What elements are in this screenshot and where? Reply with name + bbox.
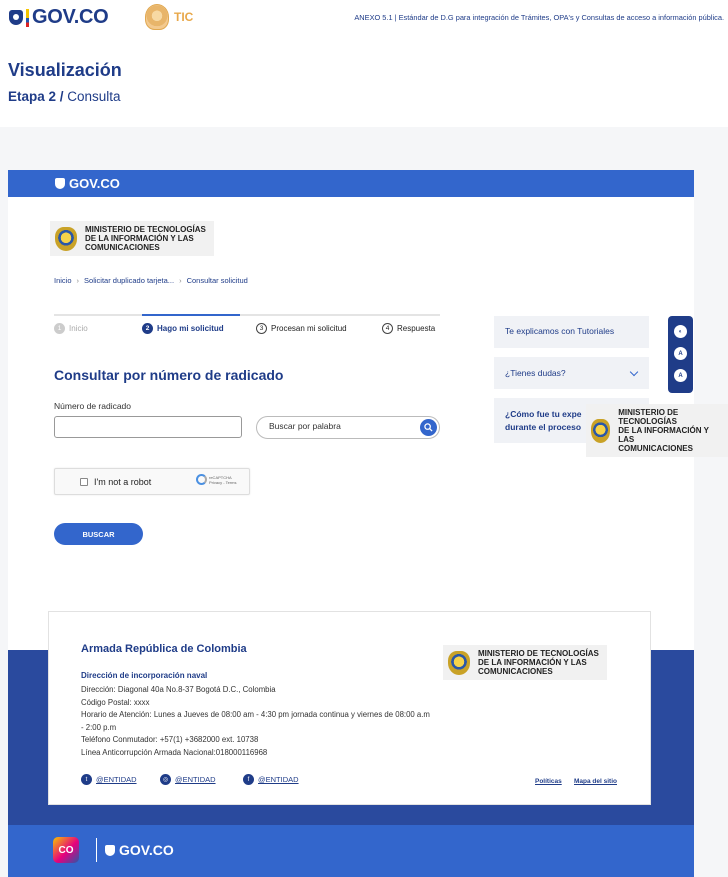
radicado-label: Número de radicado [54,401,132,411]
recaptcha-checkbox[interactable] [80,478,88,486]
topbar-govco-text: GOV.CO [69,176,120,191]
breadcrumb-separator-icon: › [179,276,182,285]
search-box[interactable] [256,416,440,439]
twitter-icon: t [81,774,92,785]
form-title: Consultar por número de radicado [54,367,284,383]
ministry-line-3: COMUNICACIONES [478,667,553,676]
footer-hours: Horario de Atención: Lunes a Jueves de 08:00 am - 4:30 pm jornada continua y viernes de 08:00 a.m - 2:00 p.m [81,710,430,732]
tic-logo-text: TIC [174,10,194,24]
ministry-line-1: MINISTERIO DE TECNOLOGÍAS [478,649,599,658]
recaptcha-logo [196,474,236,485]
section-title: Visualización [8,60,122,80]
ministry-line-2: DE LA INFORMACIÓN Y LAS [85,234,194,243]
step-respuesta[interactable] [382,323,435,334]
govco-bottom-bar [8,825,694,877]
policies-link[interactable]: Políticas [535,778,562,785]
coat-of-arms-icon [591,419,610,443]
decrease-font-button[interactable]: A [674,347,687,360]
stage-label [8,89,121,104]
footer-contact-info [81,684,431,760]
shield-icon [9,10,23,25]
step-label: Inicio [69,324,88,333]
instagram-icon: ◎ [160,774,171,785]
sitemap-link[interactable]: Mapa del sitio [574,778,617,785]
social-handle: @ENTIDAD [258,775,299,784]
accessibility-bar [668,316,693,393]
recaptcha-icon [196,474,207,485]
footer-anticorruption-line: Línea Anticorrupción Armada Nacional:018000116968 [81,747,268,757]
contrast-button[interactable]: ◐ [674,325,687,338]
step-hago-mi-solicitud[interactable] [142,323,224,334]
social-twitter[interactable] [81,774,137,785]
step-procesan[interactable] [256,323,347,334]
radicado-input[interactable] [54,416,242,438]
increase-font-button[interactable]: A [674,369,687,382]
recaptcha-brand: reCAPTCHA [209,474,232,480]
progress-steps [54,314,440,336]
social-instagram[interactable] [160,774,216,785]
shield-icon [105,845,115,856]
facebook-icon: f [243,774,254,785]
step-inicio[interactable] [54,323,88,334]
ministry-line-3: COMUNICACIONES [618,444,693,453]
footer-postal-code: Código Postal: xxxx [81,697,150,707]
recaptcha-widget [54,468,250,495]
ministry-line-1: MINISTERIO DE TECNOLOGÍAS [618,408,679,426]
footer-ministry-logo[interactable] [443,645,607,680]
doubts-label: ¿Tienes dudas? [505,368,566,378]
flag-stripe [26,9,29,27]
footer-subtitle: Dirección de incorporación naval [81,671,208,680]
ministry-logo-overlay [586,404,728,457]
govco-logo-text: GOV.CO [32,6,109,28]
step-number: 1 [54,323,65,334]
divider [96,838,97,862]
shield-icon [55,178,65,189]
experience-line-1: ¿Cómo fue tu expe [505,409,582,419]
govco-top-bar [8,170,694,197]
footer-address: Dirección: Diagonal 40a No.8-37 Bogotá D.C., Colombia [81,685,276,694]
coat-of-arms-icon [448,651,470,675]
ministry-line-2: DE LA INFORMACIÓN Y LAS [618,426,709,444]
ministry-line-3: COMUNICACIONES [85,243,160,252]
step-progress-indicator [142,314,240,316]
step-number: 2 [142,323,153,334]
breadcrumb-current: Consultar solicitud [186,276,248,285]
breadcrumb-separator-icon: › [76,276,80,285]
breadcrumb-home[interactable]: Inicio [54,276,72,285]
topbar-govco-link[interactable] [55,176,120,191]
tutorials-link[interactable]: Te explicamos con Tutoriales [505,326,615,336]
doubts-card[interactable] [494,357,649,389]
social-handle: @ENTIDAD [96,775,137,784]
social-facebook[interactable] [243,774,299,785]
recaptcha-label: I'm not a robot [94,477,152,487]
bottombar-govco-text: GOV.CO [119,842,174,858]
step-number: 4 [382,323,393,334]
step-label: Respuesta [397,324,436,333]
search-input[interactable] [269,421,409,431]
tic-logo [145,4,193,30]
step-number: 3 [256,323,267,334]
breadcrumb-request[interactable]: Solicitar duplicado tarjeta... [84,276,175,285]
ministry-line-1: MINISTERIO DE TECNOLOGÍAS [85,225,206,234]
recaptcha-terms[interactable]: Privacy - Terms [209,479,237,485]
tutorials-card[interactable] [494,316,649,348]
search-button[interactable] [420,419,437,436]
tic-emblem-icon [145,4,169,30]
stage-name: Consulta [63,89,121,104]
annex-caption: ANEXO 5.1 | Estándar de D.G para integración de Trámites, OPA's y Consultas de acceso a información pública. [354,13,724,22]
footer-phone: Teléfono Conmutador: +57(1) +3682000 ext. 10738 [81,735,259,745]
chevron-down-icon [630,368,638,376]
breadcrumb [54,276,248,285]
step-label: Procesan mi solicitud [271,324,347,333]
ministry-logo[interactable] [50,221,214,256]
ministry-line-2: DE LA INFORMACIÓN Y LAS [478,658,587,667]
co-label: CO [58,844,74,856]
document-header [0,0,728,36]
step-label: Hago mi solicitud [157,324,224,333]
search-icon [424,423,433,432]
buscar-button[interactable]: BUSCAR [54,523,143,545]
govco-logo [9,6,108,29]
social-handle: @ENTIDAD [175,775,216,784]
bottombar-govco-link[interactable] [105,842,174,858]
footer-entity-name: Armada República de Colombia [81,643,247,655]
experience-line-2: durante el proceso [505,422,582,432]
coat-of-arms-icon [55,227,77,251]
colombia-co-logo[interactable] [53,837,79,863]
stage-number: Etapa 2 / [8,89,64,104]
